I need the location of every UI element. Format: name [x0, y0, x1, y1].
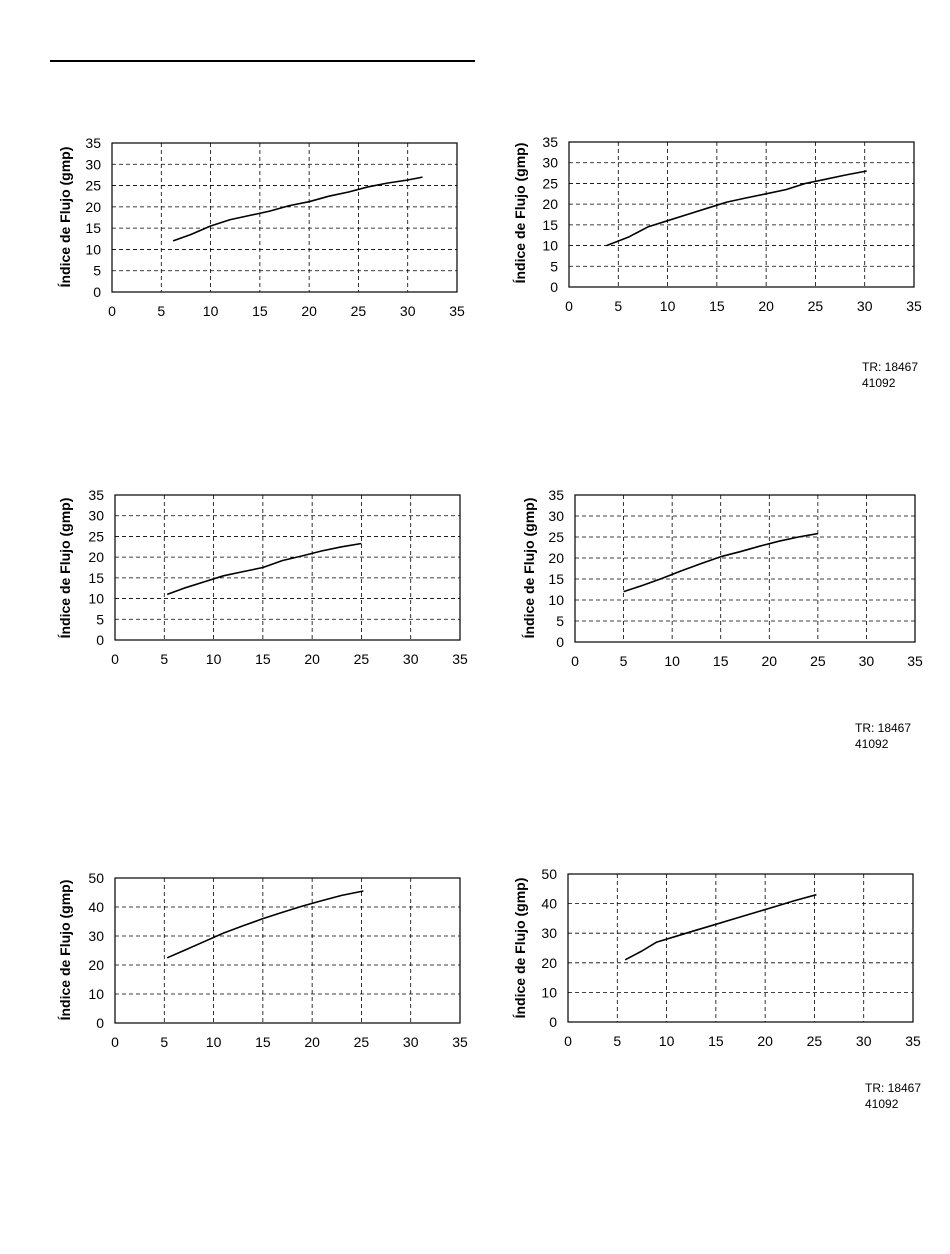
x-tick-label: 35: [452, 1034, 468, 1050]
y-tick-label: 35: [548, 487, 564, 503]
y-axis-label: Índice de Flujo (gmp): [512, 142, 528, 284]
y-tick-label: 0: [556, 634, 564, 650]
x-tick-label: 25: [353, 1034, 370, 1050]
x-tick-label: 15: [255, 1034, 271, 1050]
x-tick-label: 5: [614, 298, 623, 314]
flow-chart-2: [510, 125, 930, 330]
x-tick-label: 20: [758, 298, 774, 314]
x-tick-label: 25: [806, 1033, 823, 1049]
y-axis-label: Índice de Flujo (gmp): [521, 497, 537, 639]
y-axis-label: Índice de Flujo (gmp): [512, 877, 528, 1019]
x-tick-label: 30: [855, 1033, 872, 1049]
y-tick-label: 20: [542, 196, 558, 213]
y-tick-label: 50: [88, 870, 104, 886]
y-tick-label: 10: [548, 592, 564, 608]
plot-frame: [115, 495, 460, 640]
y-tick-label: 40: [88, 899, 104, 915]
y-tick-label: 0: [96, 632, 104, 648]
y-tick-label: 15: [85, 220, 101, 237]
y-tick-label: 25: [85, 177, 101, 194]
plot-frame: [115, 878, 460, 1023]
y-axis-label: Índice de Flujo (gmp): [57, 146, 73, 288]
x-tick-label: 35: [905, 1033, 921, 1049]
y-tick-label: 30: [88, 928, 104, 944]
plot-frame: [568, 874, 913, 1022]
y-tick-label: 30: [542, 154, 558, 171]
y-tick-label: 10: [88, 986, 104, 1002]
x-tick-label: 0: [565, 298, 573, 314]
tr-number: 41092: [855, 737, 889, 751]
flow-chart-6: [510, 860, 930, 1060]
x-tick-label: 5: [160, 651, 169, 667]
x-tick-label: 5: [613, 1033, 622, 1049]
x-tick-label: 30: [402, 1034, 419, 1050]
x-tick-label: 30: [856, 298, 873, 314]
x-tick-label: 25: [350, 303, 367, 319]
series-line: [167, 544, 361, 595]
x-tick-label: 20: [757, 1033, 773, 1049]
x-tick-label: 15: [709, 298, 725, 314]
y-tick-label: 20: [541, 954, 557, 971]
x-tick-label: 15: [712, 653, 729, 669]
y-tick-label: 10: [541, 984, 557, 1001]
x-tick-label: 35: [907, 653, 923, 669]
x-tick-label: 30: [399, 303, 416, 319]
y-tick-label: 35: [85, 135, 101, 151]
y-tick-label: 5: [550, 258, 558, 275]
y-tick-label: 10: [85, 241, 101, 258]
x-tick-label: 15: [252, 303, 268, 319]
x-tick-label: 20: [304, 1034, 320, 1050]
x-tick-label: 30: [402, 651, 419, 667]
x-tick-label: 5: [157, 303, 166, 319]
plot-frame: [569, 142, 914, 287]
x-tick-label: 0: [571, 653, 579, 669]
x-tick-label: 35: [449, 303, 465, 319]
x-tick-label: 25: [353, 651, 370, 667]
x-tick-label: 15: [708, 1033, 724, 1049]
y-tick-label: 15: [88, 569, 104, 586]
y-tick-label: 35: [88, 487, 104, 503]
y-tick-label: 10: [88, 590, 104, 607]
y-tick-label: 5: [96, 611, 104, 628]
y-tick-label: 25: [548, 529, 564, 545]
x-tick-label: 10: [664, 653, 680, 669]
x-tick-label: 5: [619, 653, 628, 669]
x-tick-label: 25: [807, 298, 824, 314]
y-axis-label: Índice de Flujo (gmp): [57, 879, 73, 1021]
flow-chart-3: [55, 480, 470, 680]
tr-number: 41092: [865, 1097, 899, 1111]
tr-note-2: [855, 720, 911, 752]
x-tick-label: 10: [659, 298, 676, 314]
y-tick-label: 50: [541, 866, 557, 882]
top-rule: [50, 60, 475, 62]
x-tick-label: 20: [761, 653, 778, 669]
y-tick-label: 30: [541, 925, 557, 942]
y-tick-label: 25: [88, 528, 104, 545]
tr-code: TR: 18467: [862, 360, 919, 374]
x-tick-label: 10: [202, 303, 219, 319]
y-tick-label: 40: [541, 895, 557, 912]
y-tick-label: 30: [88, 507, 104, 524]
x-tick-label: 35: [452, 651, 468, 667]
x-tick-label: 35: [906, 298, 922, 314]
y-tick-label: 10: [542, 237, 558, 254]
tr-note-1: [862, 359, 918, 391]
y-tick-label: 0: [96, 1015, 104, 1031]
x-tick-label: 10: [205, 651, 222, 667]
series-line: [607, 171, 867, 246]
x-tick-label: 0: [111, 1034, 119, 1050]
flow-chart-4: [515, 480, 935, 680]
y-tick-label: 30: [85, 156, 101, 173]
series-line: [167, 891, 363, 958]
x-tick-label: 0: [111, 651, 119, 667]
series-line: [625, 895, 816, 960]
x-tick-label: 20: [301, 303, 317, 319]
y-tick-label: 0: [93, 284, 101, 300]
y-tick-label: 20: [85, 198, 101, 215]
flow-chart-5: [55, 860, 475, 1060]
plot-frame: [575, 495, 915, 642]
y-tick-label: 5: [93, 262, 101, 279]
y-axis-label: Índice de Flujo (gmp): [57, 497, 73, 639]
x-tick-label: 15: [255, 651, 271, 667]
plot-frame: [112, 143, 457, 292]
tr-code: TR: 18467: [855, 721, 912, 735]
y-tick-label: 5: [556, 613, 564, 629]
y-tick-label: 15: [542, 216, 558, 233]
y-tick-label: 35: [542, 134, 558, 150]
y-tick-label: 30: [548, 508, 564, 524]
tr-note-3: [865, 1080, 921, 1112]
x-tick-label: 30: [858, 653, 875, 669]
y-tick-label: 0: [550, 279, 558, 295]
y-tick-label: 25: [542, 175, 558, 192]
x-tick-label: 0: [108, 303, 116, 319]
x-tick-label: 10: [205, 1034, 222, 1050]
tr-number: 41092: [862, 376, 896, 390]
flow-chart-1: [55, 125, 470, 330]
y-tick-label: 15: [548, 571, 564, 587]
y-tick-label: 20: [88, 957, 104, 973]
tr-code: TR: 18467: [865, 1081, 922, 1095]
y-tick-label: 0: [549, 1014, 557, 1030]
y-tick-label: 20: [88, 549, 104, 566]
x-tick-label: 10: [658, 1033, 675, 1049]
y-tick-label: 20: [548, 550, 564, 566]
x-tick-label: 20: [304, 651, 320, 667]
x-tick-label: 5: [160, 1034, 169, 1050]
x-tick-label: 0: [564, 1033, 572, 1049]
x-tick-label: 25: [810, 653, 826, 669]
